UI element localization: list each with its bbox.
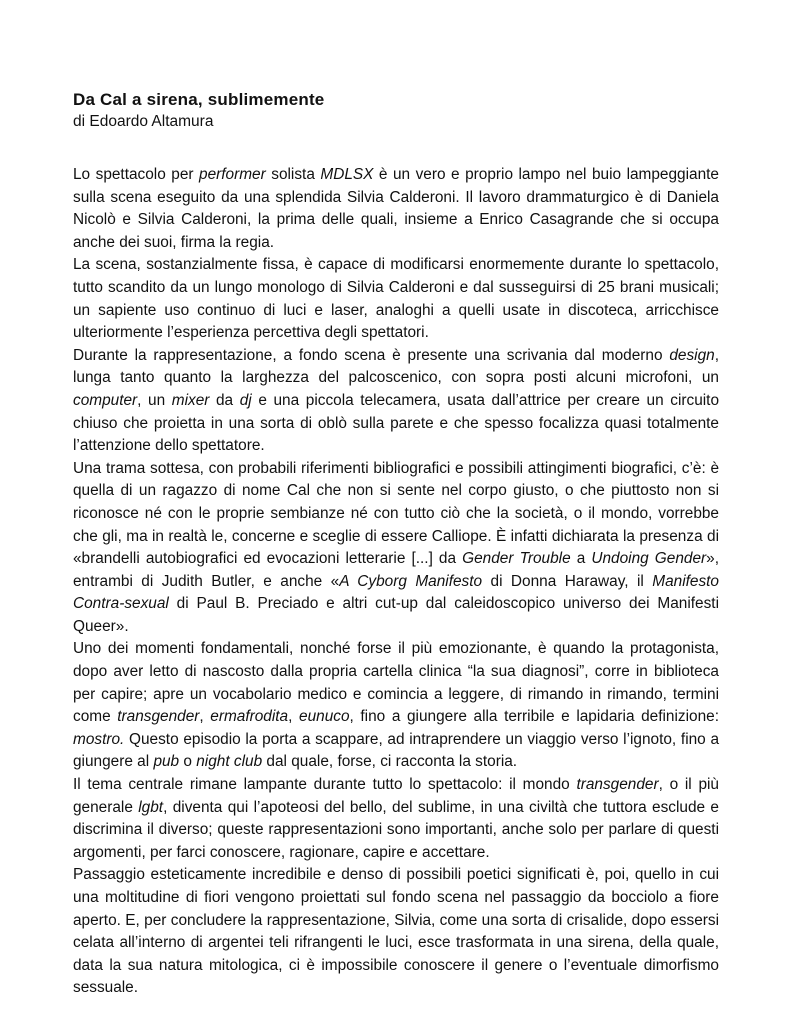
paragraph [73,638,719,774]
italic-text: mostro. [73,730,125,748]
paragraph [73,164,719,254]
text-run: Passaggio esteticamente incredibile e denso di possibili poetici significati è, poi, quello in cui una moltitudine di fiori vengono proiettati sul fondo scena nel passaggio da bocciolo a fiore aperto. E, per concludere la rappresentazione, Silvia, come una sorta di crisalide, dopo essersi celata all’interno di argentei teli rifrangenti le luci, esce trasformata in una sirena, della quale, data la sua natura mitologica, ci è impossibile conoscere il genere o l’eventuale dimorfismo sessuale. [73,866,719,997]
italic-text: dj [239,391,252,409]
text-run: , [199,708,211,726]
text-run: Uno dei momenti fondamentali, nonché forse il più emozionante, è quando la protagonista, dopo aver letto di nascosto dalla propria cartella clinica “la sua diagnosi”, corre in biblioteca per capire; apre un vocabolario medico e comincia a leggere, di rimando in rimando, termini come [73,640,719,726]
italic-text: performer [199,166,266,183]
document-page [73,89,719,1000]
text-run: Questo episodio la porta a scappare, ad intraprendere un viaggio verso l’ignoto, fino a giungere al [73,730,719,771]
italic-text: transgender [576,776,659,794]
italic-text: design [669,346,715,364]
text-run: , o il più generale [73,776,719,816]
italic-text: night club [196,753,263,771]
text-run: solista [265,166,321,183]
text-run: Il tema centrale rimane lampante durante tutto lo spettacolo: il mondo [73,776,577,794]
article-author: di Edoardo Altamura [73,113,214,130]
text-run: », entrambi di Judith Butler, e anche « [73,550,719,590]
text-run: La scena, sostanzialmente fissa, è capace di modificarsi enormemente durante lo spettacolo, tutto scandito da un lungo monologo di Silvia Calderoni e dal susseguirsi di 25 brani musicali; un sapiente uso continuo di luci e laser, analoghi a quelli usate in discoteca, arricchisce ulteriormente l’esperienza percettiva degli spettatori. [73,256,719,342]
paragraph [73,458,719,639]
italic-text: Undoing Gender [591,550,707,568]
text-run: è un vero e proprio lampo nel buio lampeggiante sulla scena eseguito da una splendida Silvia Calderoni. Il lavoro drammaturgico è di Daniela Nicolò e Silvia Calderoni, la prima delle quali, insieme a Enrico Casagrande che si occupa anche dei suoi, firma la regia. [73,166,719,251]
italic-text: Manifesto Contra-sexual [73,572,719,613]
text-run: a [570,550,592,568]
italic-text: Gender Trouble [462,550,571,568]
paragraph [73,864,719,1000]
italic-text: lgbt [138,798,164,816]
text-run: , [288,708,300,726]
paragraph [73,345,719,458]
text-run: , un [137,391,172,409]
italic-text: eunuco [299,708,350,726]
text-run: dal quale, forse, ci racconta la storia. [262,753,518,771]
text-run: Una trama sottesa, con probabili riferimenti bibliografici e possibili attingimenti biografici, c’è: è quella di un ragazzo di nome Cal che non si sente nel corpo giusto, o che piuttosto non si riconosce né con le proprie sembianze né con tutto ciò che la società, o il mondo, vorrebbe che gli, ma in realtà le, concerne e sceglie di essere Calliope. È infatti dichiarata la presenza di «brandelli autobiografici ed evocazioni letterarie [...] da [73,459,719,568]
text-run: , fino a giungere alla terribile e lapidaria definizione: [349,708,719,726]
text-run: di Donna Haraway, il [482,572,653,590]
text-run: Lo spettacolo per [73,166,200,183]
italic-text: MDLSX [320,166,374,183]
italic-text: transgender [117,708,200,726]
italic-text: mixer [171,391,210,409]
italic-text: ermafrodita [210,708,289,726]
text-run: e una piccola telecamera, usata dall’attrice per creare un circuito chiuso che proietta in una sorta di oblò sulla parete e che spesso focalizza quasi totalmente l’attenzione dello spettatore. [73,391,720,455]
text-run: Durante la rappresentazione, a fondo scena è presente una scrivania dal moderno [73,346,670,364]
text-run: , lunga tanto quanto la larghezza del palcoscenico, con sopra posti alcuni microfoni, un [73,346,719,387]
italic-text: computer [73,391,138,409]
article-body [73,164,719,1000]
italic-text: A Cyborg Manifesto [339,572,483,590]
italic-text: pub [153,753,180,771]
text-run: da [209,391,240,409]
paragraph [73,254,719,344]
paragraph [73,774,719,864]
article-title: Da Cal a sirena, sublimemente [73,90,325,109]
text-run: , diventa qui l’apoteosi del bello, del sublime, in una civiltà che tuttora esclude e discrimina il diverso; queste rappresentazioni sono importanti, anche solo per parlare di questi argomenti, per farci conoscere, ragionare, capire e accettare. [73,798,719,861]
text-run: o [179,753,197,771]
text-run: di Paul B. Preciado e altri cut-up dal caleidoscopico universo dei Manifesti Queer». [73,595,719,635]
